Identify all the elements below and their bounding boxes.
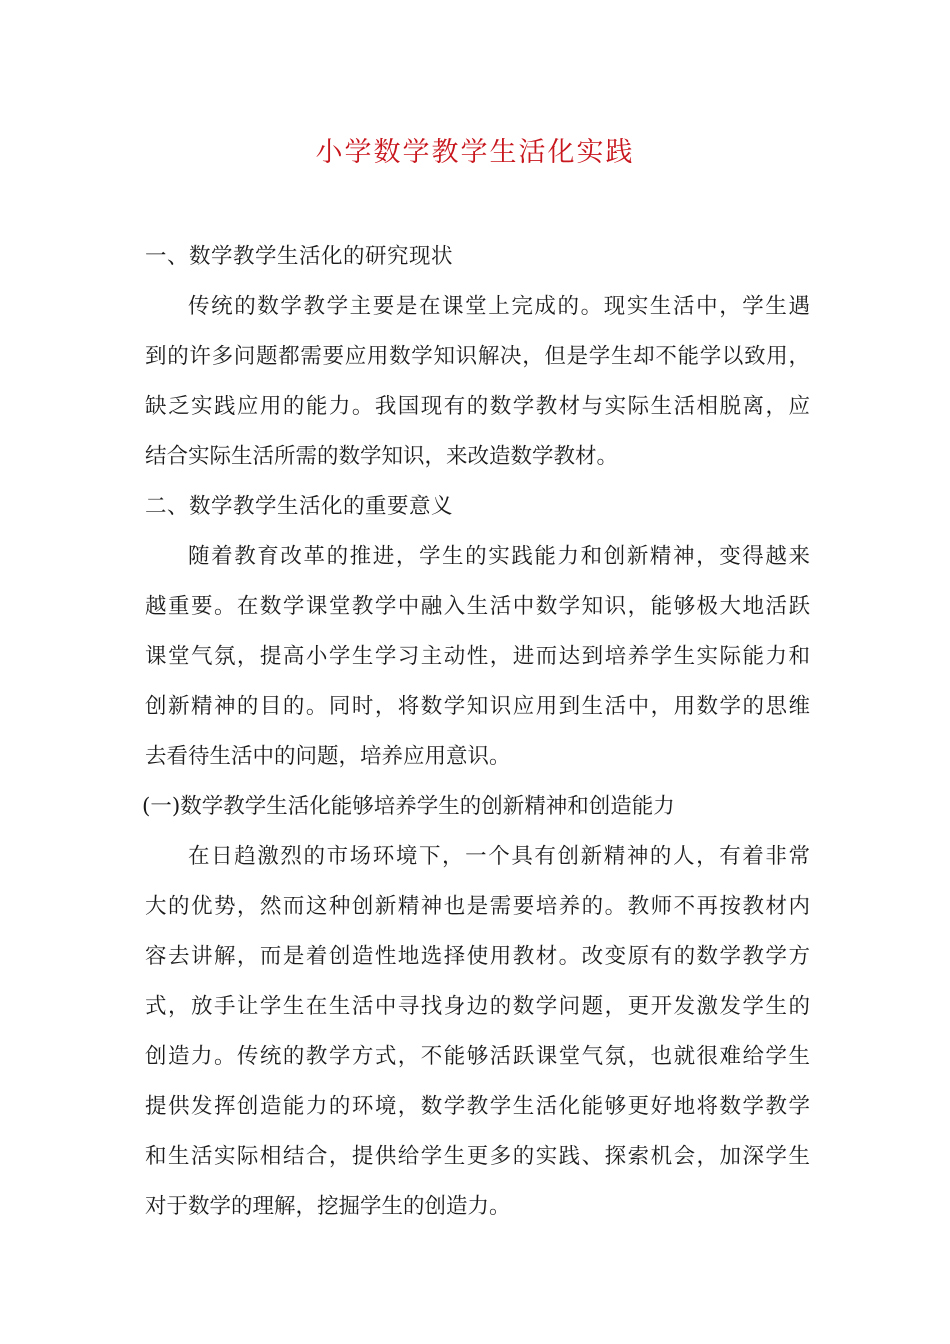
sub-heading-1: (一)数学教学生活化能够培养学生的创新精神和创造能力 bbox=[142, 794, 675, 819]
paragraph-line: 大的优势，然而这种创新精神也是需要培养的。教师不再按教材内 bbox=[145, 894, 810, 919]
paragraph-line: 和生活实际相结合，提供给学生更多的实践、探索机会，加深学生 bbox=[145, 1144, 810, 1169]
document-body bbox=[142, 232, 810, 1232]
paragraph-line: 课堂气氛，提高小学生学习主动性，进而达到培养学生实际能力和 bbox=[145, 644, 810, 669]
section-heading-2: 二、数学教学生活化的重要意义 bbox=[145, 494, 454, 519]
paragraph-line: 在日趋激烈的市场环境下，一个具有创新精神的人，有着非常 bbox=[188, 844, 810, 869]
paragraph-line: 去看待生活中的问题，培养应用意识。 bbox=[145, 744, 511, 769]
document-title: 小学数学教学生活化实践 bbox=[315, 137, 635, 168]
paragraph-line: 结合实际生活所需的数学知识，来改造数学教材。 bbox=[145, 444, 619, 469]
paragraph-line: 提供发挥创造能力的环境，数学教学生活化能够更好地将数学教学 bbox=[145, 1094, 810, 1119]
paragraph-line: 到的许多问题都需要应用数学知识解决，但是学生却不能学以致用， bbox=[145, 344, 810, 369]
paragraph-line: 越重要。在数学课堂教学中融入生活中数学知识，能够极大地活跃 bbox=[145, 594, 810, 619]
paragraph-line: 式，放手让学生在生活中寻找身边的数学问题，更开发激发学生的 bbox=[145, 994, 810, 1019]
paragraph-line: 随着教育改革的推进，学生的实践能力和创新精神，变得越来 bbox=[188, 544, 810, 569]
paragraph-line: 缺乏实践应用的能力。我国现有的数学教材与实际生活相脱离，应 bbox=[145, 394, 810, 419]
paragraph-line: 创新精神的目的。同时，将数学知识应用到生活中，用数学的思维 bbox=[145, 694, 810, 719]
paragraph-line: 创造力。传统的教学方式，不能够活跃课堂气氛，也就很难给学生 bbox=[145, 1044, 810, 1069]
section-heading-1: 一、数学教学生活化的研究现状 bbox=[145, 244, 454, 269]
paragraph-line: 对于数学的理解，挖掘学生的创造力。 bbox=[145, 1194, 511, 1219]
paragraph-line: 容去讲解，而是着创造性地选择使用教材。改变原有的数学教学方 bbox=[145, 944, 810, 969]
paragraph-line: 传统的数学教学主要是在课堂上完成的。现实生活中，学生遇 bbox=[188, 294, 810, 319]
